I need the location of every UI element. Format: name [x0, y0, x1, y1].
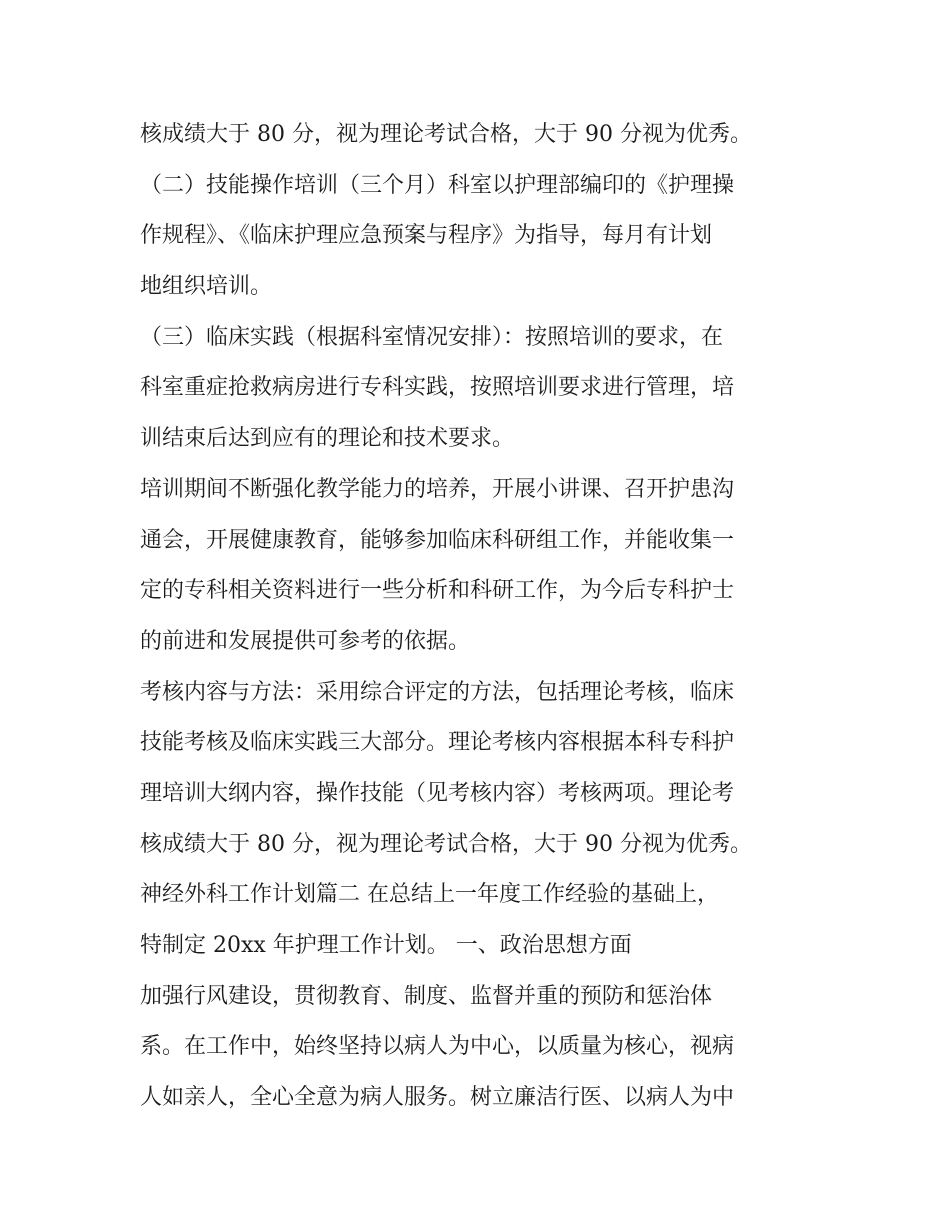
text-line: 核成绩大于 80 分，视为理论考试合格，大于 90 分视为优秀。	[140, 831, 752, 857]
text-line: 核成绩大于 80 分，视为理论考试合格，大于 90 分视为优秀。	[140, 122, 752, 147]
text-line: 神经外科工作计划篇二 在总结上一年度工作经验的基础上，	[140, 882, 719, 908]
text-line: 训结束后达到应有的理论和技术要求。	[140, 426, 515, 452]
text-line: 的前进和发展提供可参考的依据。	[140, 628, 471, 654]
text-line: 地组织培训。	[140, 274, 273, 300]
text-line: 考核内容与方法：采用综合评定的方法，包括理论考核，临床	[140, 679, 735, 705]
text-line: （二）技能操作培训（三个月）科室以护理部编印的《护理操	[140, 172, 735, 198]
text-line: 作规程》、《临床护理应急预案与程序》为指导，每月有计划	[140, 223, 713, 249]
text-line: 培训期间不断强化教学能力的培养，开展小讲课、召开护患沟	[140, 476, 735, 502]
text-line: 定的专科相关资料进行一些分析和科研工作，为今后专科护士	[140, 578, 735, 604]
text-line: 科室重症抢救病房进行专科实践，按照培训要求进行管理，培	[140, 375, 735, 401]
text-line: 特制定 20xx 年护理工作计划。 一、政治思想方面	[140, 933, 632, 958]
text-line: （三）临床实践（根据科室情况安排）：按照培训的要求，在	[140, 324, 724, 350]
text-line: 理培训大纲内容，操作技能（见考核内容）考核两项。理论考	[140, 780, 735, 806]
text-line: 人如亲人，全心全意为病人服务。树立廉洁行医、以病人为中	[140, 1085, 735, 1111]
text-line: 通会，开展健康教育，能够参加临床科研组工作，并能收集一	[140, 527, 735, 553]
text-line: 技能考核及临床实践三大部分。理论考核内容根据本科专科护	[140, 730, 735, 756]
text-line: 系。在工作中，始终坚持以病人为中心，以质量为核心，视病	[140, 1034, 735, 1060]
text-line: 加强行风建设，贯彻教育、制度、监督并重的预防和惩治体	[140, 983, 713, 1009]
document-body	[140, 110, 820, 1124]
